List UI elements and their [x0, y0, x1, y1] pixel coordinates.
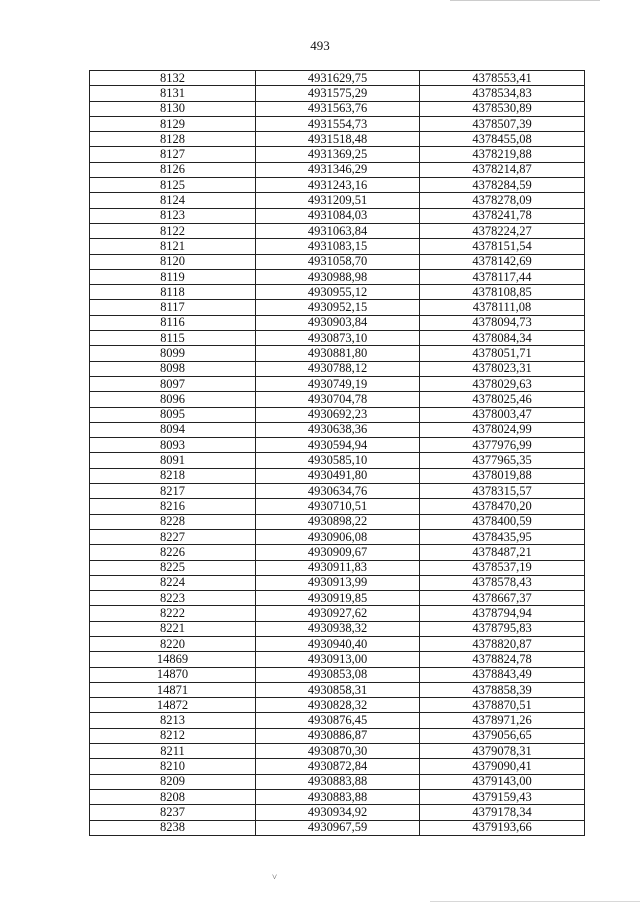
table-row — [90, 682, 585, 697]
y-coordinate-cell: 4378214,87 — [420, 162, 585, 177]
page-number: 493 — [310, 38, 330, 53]
point-number-cell: 8098 — [90, 361, 256, 376]
point-number-cell: 8124 — [90, 193, 256, 208]
point-number-cell: 8116 — [90, 315, 256, 330]
point-number-cell: 8115 — [90, 331, 256, 346]
x-coordinate-cell: 4930692,23 — [256, 407, 420, 422]
y-coordinate-cell: 4378820,87 — [420, 636, 585, 651]
point-number-cell: 8221 — [90, 621, 256, 636]
y-coordinate-cell: 4379178,34 — [420, 805, 585, 820]
y-coordinate-cell: 4378824,78 — [420, 652, 585, 667]
point-number-cell: 8126 — [90, 162, 256, 177]
x-coordinate-cell: 4930872,84 — [256, 759, 420, 774]
point-number-cell: 8224 — [90, 575, 256, 590]
point-number-cell: 8212 — [90, 728, 256, 743]
x-coordinate-cell: 4930955,12 — [256, 285, 420, 300]
x-coordinate-cell: 4930909,67 — [256, 545, 420, 560]
y-coordinate-cell: 4378507,39 — [420, 116, 585, 131]
point-number-cell: 8117 — [90, 300, 256, 315]
x-coordinate-cell: 4930788,12 — [256, 361, 420, 376]
table-row — [90, 178, 585, 193]
point-number-cell: 8208 — [90, 789, 256, 804]
x-coordinate-cell: 4930749,19 — [256, 376, 420, 391]
x-coordinate-cell: 4930710,51 — [256, 499, 420, 514]
x-coordinate-cell: 4931563,76 — [256, 101, 420, 116]
table-row — [90, 820, 585, 835]
x-coordinate-cell: 4930940,40 — [256, 636, 420, 651]
y-coordinate-cell: 4378025,46 — [420, 392, 585, 407]
table-row — [90, 132, 585, 147]
table-row — [90, 269, 585, 284]
point-number-cell: 8096 — [90, 392, 256, 407]
table-row — [90, 591, 585, 606]
table-row — [90, 713, 585, 728]
table-row — [90, 346, 585, 361]
y-coordinate-cell: 4378111,08 — [420, 300, 585, 315]
x-coordinate-cell: 4930704,78 — [256, 392, 420, 407]
point-number-cell: 8209 — [90, 774, 256, 789]
x-coordinate-cell: 4930883,88 — [256, 789, 420, 804]
table-row — [90, 529, 585, 544]
table-row — [90, 162, 585, 177]
table-row — [90, 728, 585, 743]
table-row — [90, 468, 585, 483]
point-number-cell: 8217 — [90, 484, 256, 499]
y-coordinate-cell: 4378029,63 — [420, 376, 585, 391]
table-row — [90, 331, 585, 346]
y-coordinate-cell: 4379143,00 — [420, 774, 585, 789]
table-row — [90, 285, 585, 300]
x-coordinate-cell: 4930634,76 — [256, 484, 420, 499]
y-coordinate-cell: 4377965,35 — [420, 453, 585, 468]
point-number-cell: 8220 — [90, 636, 256, 651]
y-coordinate-cell: 4378084,34 — [420, 331, 585, 346]
y-coordinate-cell: 4378487,21 — [420, 545, 585, 560]
x-coordinate-cell: 4931575,29 — [256, 86, 420, 101]
x-coordinate-cell: 4930585,10 — [256, 453, 420, 468]
y-coordinate-cell: 4379056,65 — [420, 728, 585, 743]
point-number-cell: 8122 — [90, 223, 256, 238]
x-coordinate-cell: 4930881,80 — [256, 346, 420, 361]
x-coordinate-cell: 4931554,73 — [256, 116, 420, 131]
y-coordinate-cell: 4378470,20 — [420, 499, 585, 514]
table-row — [90, 514, 585, 529]
x-coordinate-cell: 4930938,32 — [256, 621, 420, 636]
x-coordinate-cell: 4930491,80 — [256, 468, 420, 483]
table-row — [90, 239, 585, 254]
y-coordinate-cell: 4379193,66 — [420, 820, 585, 835]
x-coordinate-cell: 4931369,25 — [256, 147, 420, 162]
y-coordinate-cell: 4378108,85 — [420, 285, 585, 300]
table-row — [90, 499, 585, 514]
point-number-cell: 8131 — [90, 86, 256, 101]
point-number-cell: 8094 — [90, 422, 256, 437]
table-row — [90, 575, 585, 590]
x-coordinate-cell: 4931058,70 — [256, 254, 420, 269]
x-coordinate-cell: 4931518,48 — [256, 132, 420, 147]
y-coordinate-cell: 4379078,31 — [420, 744, 585, 759]
x-coordinate-cell: 4930858,31 — [256, 682, 420, 697]
y-coordinate-cell: 4378019,88 — [420, 468, 585, 483]
table-row — [90, 71, 585, 86]
table-row — [90, 484, 585, 499]
y-coordinate-cell: 4378971,26 — [420, 713, 585, 728]
y-coordinate-cell: 4378284,59 — [420, 178, 585, 193]
table-row — [90, 101, 585, 116]
table-row — [90, 223, 585, 238]
point-number-cell: 8227 — [90, 529, 256, 544]
y-coordinate-cell: 4378537,19 — [420, 560, 585, 575]
y-coordinate-cell: 4378553,41 — [420, 71, 585, 86]
x-coordinate-cell: 4930870,30 — [256, 744, 420, 759]
x-coordinate-cell: 4931243,16 — [256, 178, 420, 193]
y-coordinate-cell: 4378795,83 — [420, 621, 585, 636]
y-coordinate-cell: 4378241,78 — [420, 208, 585, 223]
table-row — [90, 193, 585, 208]
point-number-cell: 8097 — [90, 376, 256, 391]
x-coordinate-cell: 4931063,84 — [256, 223, 420, 238]
table-row — [90, 147, 585, 162]
y-coordinate-cell: 4378117,44 — [420, 269, 585, 284]
point-number-cell: 14872 — [90, 698, 256, 713]
point-number-cell: 14869 — [90, 652, 256, 667]
table-row — [90, 422, 585, 437]
x-coordinate-cell: 4930934,92 — [256, 805, 420, 820]
table-row — [90, 361, 585, 376]
point-number-cell: 8099 — [90, 346, 256, 361]
x-coordinate-cell: 4930988,98 — [256, 269, 420, 284]
point-number-cell: 8238 — [90, 820, 256, 835]
point-number-cell: 8210 — [90, 759, 256, 774]
y-coordinate-cell: 4378219,88 — [420, 147, 585, 162]
y-coordinate-cell: 4378455,08 — [420, 132, 585, 147]
x-coordinate-cell: 4930898,22 — [256, 514, 420, 529]
x-coordinate-cell: 4930638,36 — [256, 422, 420, 437]
x-coordinate-cell: 4931084,03 — [256, 208, 420, 223]
x-coordinate-cell: 4930828,32 — [256, 698, 420, 713]
point-number-cell: 8119 — [90, 269, 256, 284]
x-coordinate-cell: 4930903,84 — [256, 315, 420, 330]
x-coordinate-cell: 4931083,15 — [256, 239, 420, 254]
table-row — [90, 208, 585, 223]
table-row — [90, 774, 585, 789]
table-row — [90, 254, 585, 269]
x-coordinate-cell: 4930594,94 — [256, 438, 420, 453]
y-coordinate-cell: 4378278,09 — [420, 193, 585, 208]
y-coordinate-cell: 4378578,43 — [420, 575, 585, 590]
x-coordinate-cell: 4930919,85 — [256, 591, 420, 606]
point-number-cell: 8226 — [90, 545, 256, 560]
point-number-cell: 8132 — [90, 71, 256, 86]
point-number-cell: 8093 — [90, 438, 256, 453]
y-coordinate-cell: 4378315,57 — [420, 484, 585, 499]
point-number-cell: 8118 — [90, 285, 256, 300]
x-coordinate-cell: 4930913,00 — [256, 652, 420, 667]
point-number-cell: 8237 — [90, 805, 256, 820]
y-coordinate-cell: 4378870,51 — [420, 698, 585, 713]
y-coordinate-cell: 4378667,37 — [420, 591, 585, 606]
point-number-cell: 14871 — [90, 682, 256, 697]
table-row — [90, 86, 585, 101]
table-row — [90, 300, 585, 315]
x-coordinate-cell: 4930967,59 — [256, 820, 420, 835]
scan-mark: ˅ — [272, 872, 278, 882]
x-coordinate-cell: 4931209,51 — [256, 193, 420, 208]
y-coordinate-cell: 4378023,31 — [420, 361, 585, 376]
x-coordinate-cell: 4930927,62 — [256, 606, 420, 621]
x-coordinate-cell: 4930873,10 — [256, 331, 420, 346]
table-row — [90, 636, 585, 651]
point-number-cell: 8213 — [90, 713, 256, 728]
y-coordinate-cell: 4378858,39 — [420, 682, 585, 697]
point-number-cell: 8120 — [90, 254, 256, 269]
x-coordinate-cell: 4930883,88 — [256, 774, 420, 789]
x-coordinate-cell: 4930913,99 — [256, 575, 420, 590]
point-number-cell: 8211 — [90, 744, 256, 759]
point-number-cell: 8228 — [90, 514, 256, 529]
table-row — [90, 759, 585, 774]
table-row — [90, 376, 585, 391]
table-row — [90, 789, 585, 804]
table-row — [90, 392, 585, 407]
table-row — [90, 315, 585, 330]
point-number-cell: 8125 — [90, 178, 256, 193]
y-coordinate-cell: 4378024,99 — [420, 422, 585, 437]
table-row — [90, 744, 585, 759]
point-number-cell: 8123 — [90, 208, 256, 223]
point-number-cell: 8222 — [90, 606, 256, 621]
point-number-cell: 8091 — [90, 453, 256, 468]
point-number-cell: 8223 — [90, 591, 256, 606]
y-coordinate-cell: 4378224,27 — [420, 223, 585, 238]
x-coordinate-cell: 4931629,75 — [256, 71, 420, 86]
point-number-cell: 8128 — [90, 132, 256, 147]
table-row — [90, 698, 585, 713]
y-coordinate-cell: 4378794,94 — [420, 606, 585, 621]
y-coordinate-cell: 4378435,95 — [420, 529, 585, 544]
scan-edge-line-bottom — [430, 901, 640, 902]
y-coordinate-cell: 4378843,49 — [420, 667, 585, 682]
point-number-cell: 8095 — [90, 407, 256, 422]
table-row — [90, 407, 585, 422]
y-coordinate-cell: 4378051,71 — [420, 346, 585, 361]
x-coordinate-cell: 4930952,15 — [256, 300, 420, 315]
y-coordinate-cell: 4378534,83 — [420, 86, 585, 101]
y-coordinate-cell: 4379090,41 — [420, 759, 585, 774]
y-coordinate-cell: 4378003,47 — [420, 407, 585, 422]
y-coordinate-cell: 4378400,59 — [420, 514, 585, 529]
y-coordinate-cell: 4379159,43 — [420, 789, 585, 804]
point-number-cell: 14870 — [90, 667, 256, 682]
scan-edge-line-top — [450, 0, 600, 1]
table-row — [90, 116, 585, 131]
x-coordinate-cell: 4930906,08 — [256, 529, 420, 544]
y-coordinate-cell: 4378094,73 — [420, 315, 585, 330]
table-row — [90, 545, 585, 560]
point-number-cell: 8129 — [90, 116, 256, 131]
point-number-cell: 8218 — [90, 468, 256, 483]
coordinates-table-body — [90, 71, 585, 836]
table-row — [90, 621, 585, 636]
point-number-cell: 8127 — [90, 147, 256, 162]
table-row — [90, 453, 585, 468]
point-number-cell: 8225 — [90, 560, 256, 575]
x-coordinate-cell: 4930853,08 — [256, 667, 420, 682]
x-coordinate-cell: 4930911,83 — [256, 560, 420, 575]
table-row — [90, 667, 585, 682]
table-row — [90, 438, 585, 453]
y-coordinate-cell: 4378142,69 — [420, 254, 585, 269]
point-number-cell: 8130 — [90, 101, 256, 116]
x-coordinate-cell: 4930876,45 — [256, 713, 420, 728]
table-row — [90, 560, 585, 575]
table-row — [90, 652, 585, 667]
y-coordinate-cell: 4378151,54 — [420, 239, 585, 254]
point-number-cell: 8216 — [90, 499, 256, 514]
point-number-cell: 8121 — [90, 239, 256, 254]
coordinates-table — [89, 70, 585, 836]
table-row — [90, 805, 585, 820]
y-coordinate-cell: 4378530,89 — [420, 101, 585, 116]
table-row — [90, 606, 585, 621]
y-coordinate-cell: 4377976,99 — [420, 438, 585, 453]
x-coordinate-cell: 4930886,87 — [256, 728, 420, 743]
x-coordinate-cell: 4931346,29 — [256, 162, 420, 177]
